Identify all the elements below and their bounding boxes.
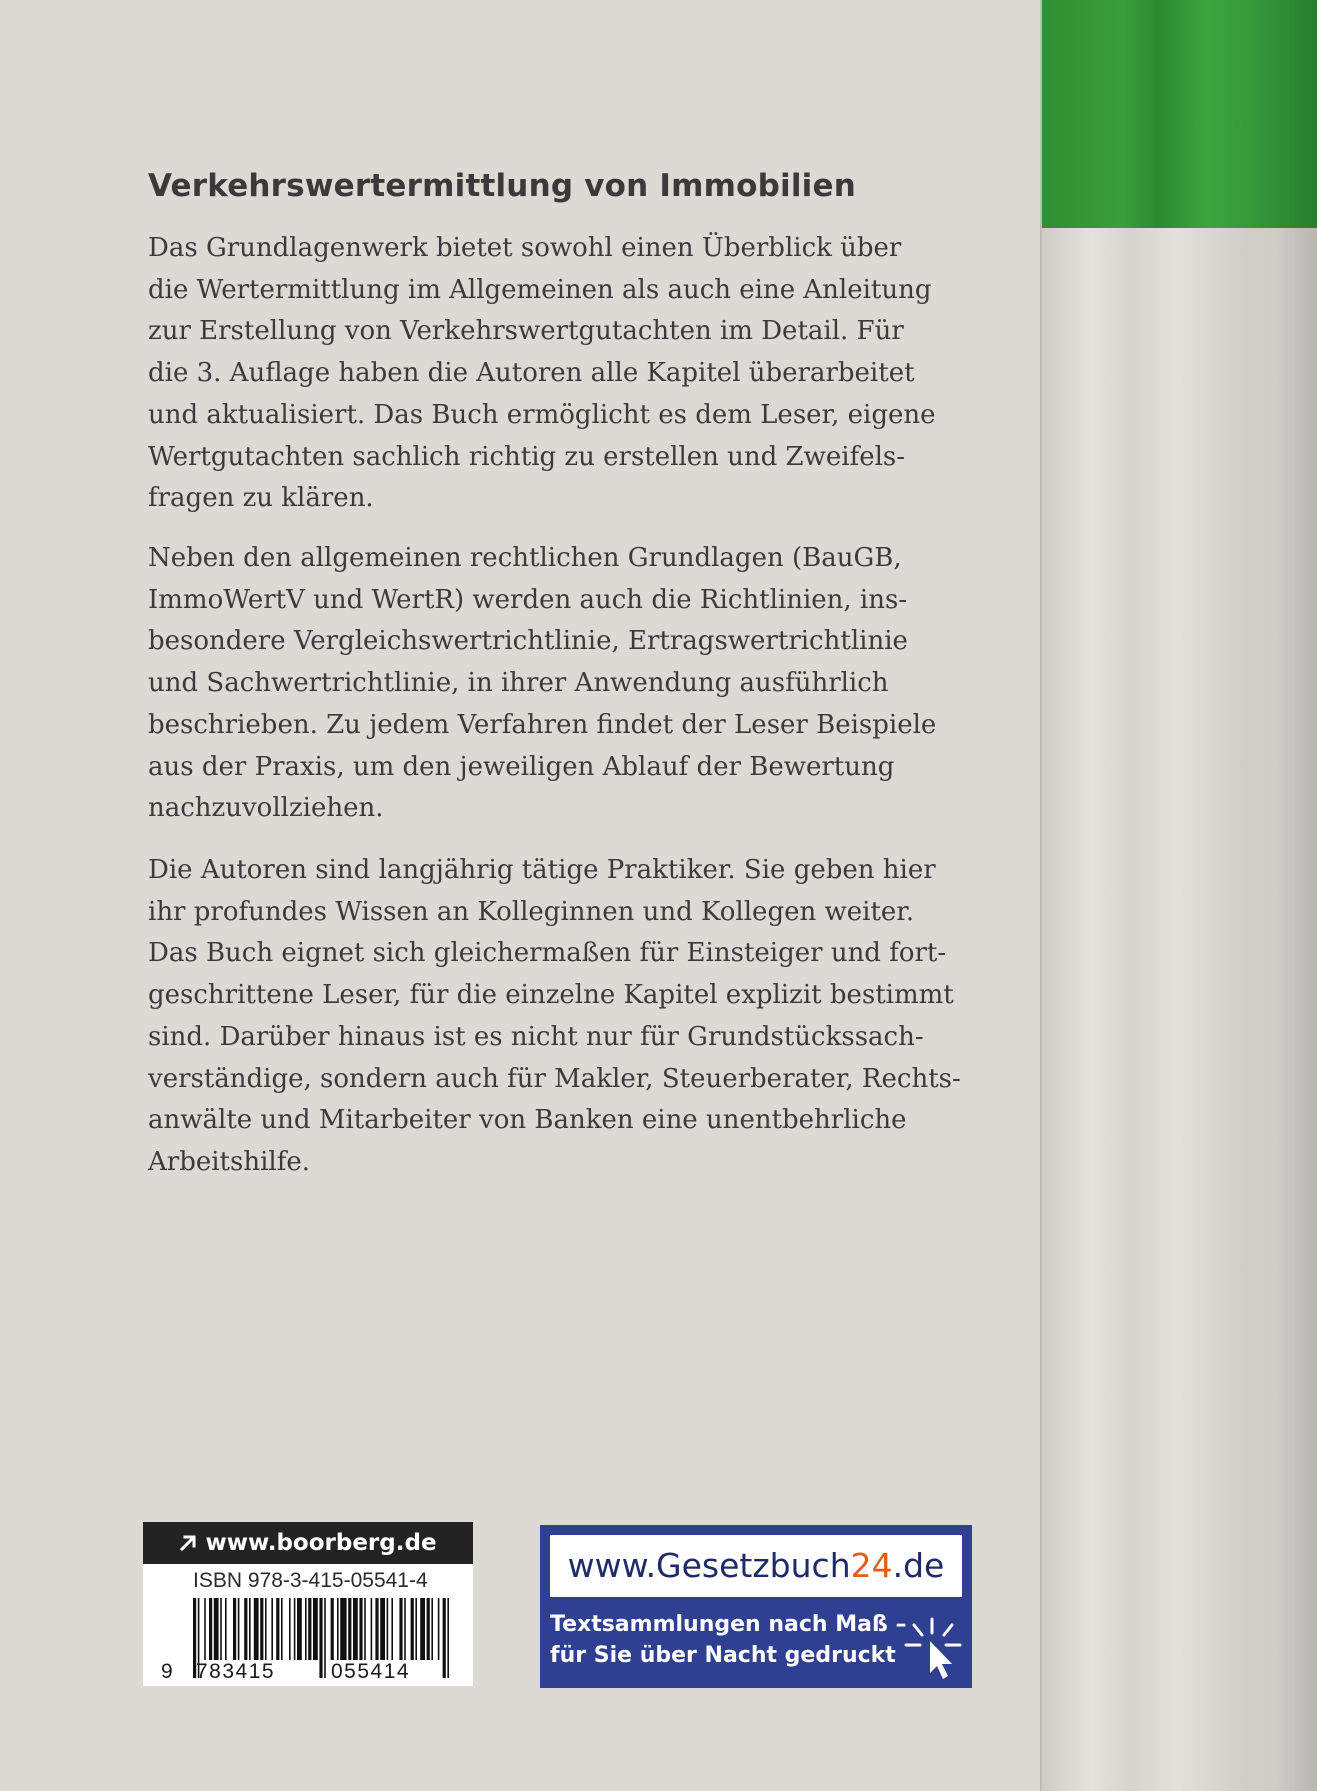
cursor-click-icon xyxy=(902,1615,964,1681)
gesetzbuch24-url[interactable] xyxy=(550,1535,962,1597)
text-line: sind. Darüber hinaus ist es nicht nur für Grundstückssach- xyxy=(148,1021,924,1052)
barcode-digits-group-2: 055414 xyxy=(331,1660,411,1683)
barcode-bar xyxy=(404,1598,406,1660)
spine-shade xyxy=(1250,0,1317,1791)
barcode-bar xyxy=(337,1598,339,1660)
text-line: geschrittene Leser, für die einzelne Kapitel explizit bestimmt xyxy=(148,980,954,1011)
barcode-bar xyxy=(364,1598,366,1660)
barcode-bar xyxy=(375,1598,378,1660)
barcode-bar xyxy=(447,1598,449,1678)
barcode-bar xyxy=(371,1598,373,1660)
barcode-bar xyxy=(391,1598,393,1660)
barcode-bar xyxy=(420,1598,425,1660)
barcode-bar xyxy=(415,1598,417,1660)
tagline-line-2: für Sie über Nacht gedruckt xyxy=(550,1643,896,1668)
barcode-bar xyxy=(249,1598,251,1660)
barcode-bar xyxy=(324,1598,326,1678)
blurb-paragraph-2 xyxy=(148,538,968,830)
book-title: Verkehrswertermittlung von Immobilien xyxy=(148,168,856,204)
barcode-bar xyxy=(260,1598,263,1660)
text-line: fragen zu klären. xyxy=(148,483,374,514)
text-line: verständige, sondern auch für Makler, Steuerberater, Rechts- xyxy=(148,1063,961,1094)
barcode-bar xyxy=(265,1598,267,1660)
text-line: Das Grundlagenwerk bietet sowohl einen Überblick über xyxy=(148,233,902,263)
barcode-digit-first: 9 xyxy=(161,1660,173,1683)
barcode-bar xyxy=(319,1598,322,1678)
barcode-bar xyxy=(427,1598,430,1660)
text-line: die 3. Auflage haben die Autoren alle Kapitel überarbeitet xyxy=(148,358,915,389)
barcode-bar xyxy=(204,1598,206,1660)
text-line: beschrieben. Zu jedem Verfahren findet der Leser Beispiele xyxy=(148,709,937,740)
barcode-bar xyxy=(233,1598,236,1660)
barcode-bar xyxy=(281,1598,283,1660)
text-line: und aktualisiert. Das Buch ermöglicht es dem Leser, eigene xyxy=(148,399,936,430)
gesetzbuch-url-accent: 24 xyxy=(850,1546,893,1585)
barcode-bar xyxy=(411,1598,414,1660)
barcode-bar xyxy=(331,1598,334,1660)
barcode-bar xyxy=(244,1598,247,1660)
text-line: und Sachwertrichtlinie, in ihrer Anwendung ausführlich xyxy=(148,668,889,699)
gesetzbuch-url-prefix: www.Gesetzbuch xyxy=(567,1546,851,1585)
text-line: Die Autoren sind langjährig tätige Praktiker. Sie geben hier xyxy=(148,855,936,885)
barcode-bar xyxy=(348,1598,351,1660)
barcode-bar xyxy=(209,1598,212,1660)
barcode-bar xyxy=(313,1598,318,1660)
text-line: zur Erstellung von Verkehrswertgutachten im Detail. Für xyxy=(148,316,904,347)
barcode-bar xyxy=(271,1598,273,1660)
barcode-bar xyxy=(308,1598,311,1660)
arrow-up-right-icon xyxy=(179,1522,197,1564)
barcode-bar xyxy=(225,1598,227,1660)
barcode-bar xyxy=(220,1598,222,1660)
text-line: Wertgutachten sachlich richtig zu erstellen und Zweifels- xyxy=(148,441,906,472)
blurb-paragraph-3 xyxy=(148,850,968,1184)
isbn-barcode-block xyxy=(143,1522,473,1686)
barcode-bar xyxy=(276,1598,279,1660)
barcode-bar xyxy=(399,1598,402,1660)
text-line: nachzuvollziehen. xyxy=(148,793,384,824)
barcode-bar xyxy=(294,1598,296,1660)
barcode-bar xyxy=(340,1598,346,1660)
text-line: Das Buch eignet sich gleichermaßen für Einsteiger und fort- xyxy=(148,938,947,969)
barcode-bar xyxy=(297,1598,302,1660)
text-line: besondere Vergleichswertrichtlinie, Ertragswertrichtlinie xyxy=(148,626,908,657)
tagline-line-1: Textsammlungen nach Maß – xyxy=(550,1612,907,1637)
barcode-bar xyxy=(214,1598,219,1660)
barcode-digits-group-1: 783415 xyxy=(196,1660,276,1683)
barcode-bar xyxy=(438,1598,440,1660)
text-line: ImmoWertV und WertR) werden auch die Richtlinien, ins- xyxy=(148,584,908,615)
text-line: Neben den allgemeinen rechtlichen Grundlagen (BauGB, xyxy=(148,543,902,573)
barcode-bar xyxy=(353,1598,358,1660)
text-line: ihr profundes Wissen an Kolleginnen und Kollegen weiter. xyxy=(148,896,915,927)
gesetzbuch24-promo xyxy=(540,1525,972,1688)
barcode-bar xyxy=(305,1598,307,1660)
barcode-bar xyxy=(443,1598,446,1678)
barcode-bar xyxy=(359,1598,362,1660)
text-line: anwälte und Mitarbeiter von Banken eine unentbehrliche xyxy=(148,1105,907,1136)
gesetzbuch-url-suffix: .de xyxy=(892,1546,945,1585)
barcode-bar xyxy=(431,1598,433,1660)
barcode-bar xyxy=(238,1598,240,1660)
text-line: Arbeitshilfe. xyxy=(148,1146,310,1177)
text-line: die Wertermittlung im Allgemeinen als auch eine Anleitung xyxy=(148,274,932,305)
text-line: aus der Praxis, um den jeweiligen Ablauf der Bewertung xyxy=(148,751,895,782)
publisher-url-bar xyxy=(143,1522,473,1564)
publisher-url[interactable]: www.boorberg.de xyxy=(205,1530,437,1556)
gesetzbuch24-tagline xyxy=(550,1609,906,1671)
isbn-number: ISBN 978-3-415-05541-4 xyxy=(193,1569,428,1592)
barcode-bar xyxy=(254,1598,259,1660)
barcode-bar xyxy=(289,1598,291,1660)
barcode-bar xyxy=(380,1598,385,1660)
blurb-paragraph-1 xyxy=(148,228,968,520)
barcode-bar xyxy=(387,1598,389,1660)
